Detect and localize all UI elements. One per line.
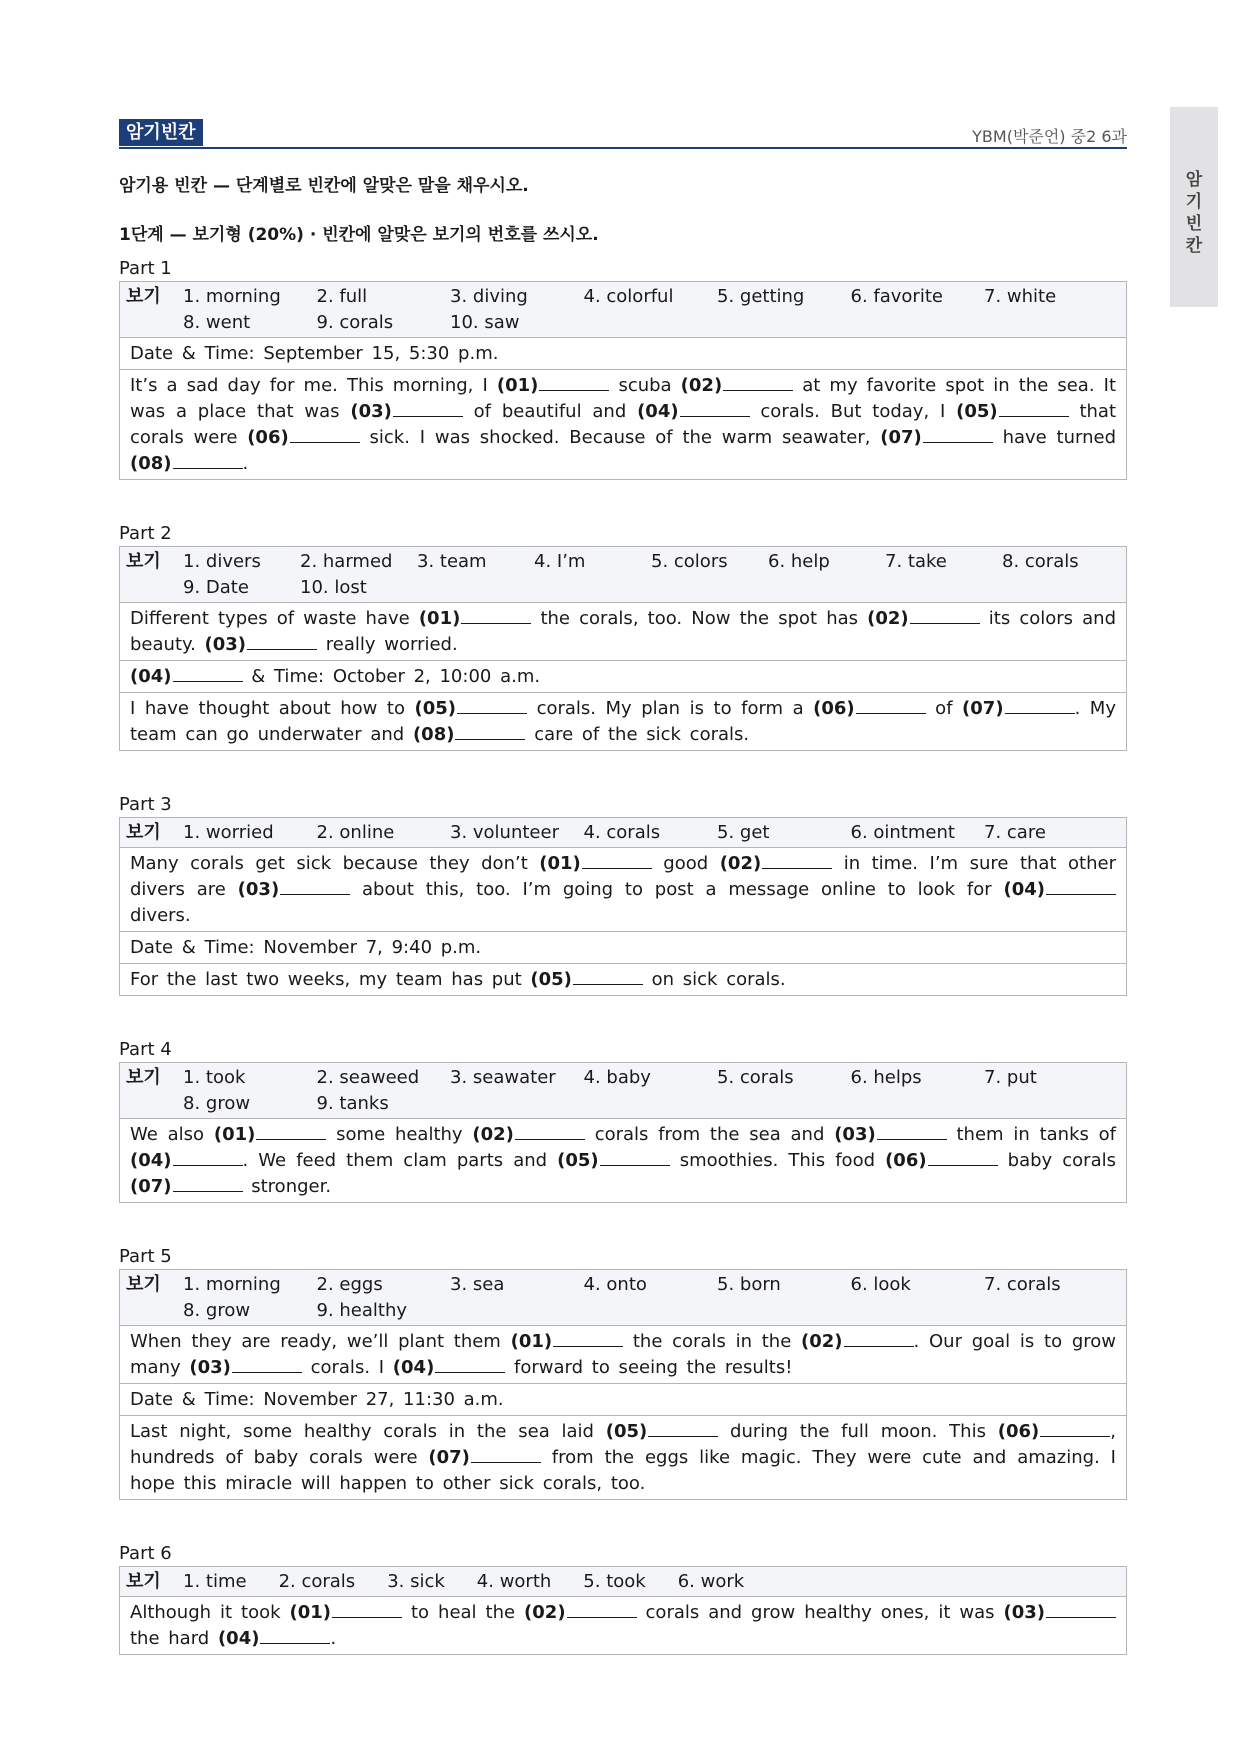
answer-blank[interactable] xyxy=(1003,879,1116,900)
answer-blank[interactable] xyxy=(956,401,1069,422)
blank-line xyxy=(1040,1422,1110,1437)
blank-line xyxy=(461,609,531,624)
choice-list xyxy=(183,1065,1120,1117)
choice-item: 4. colorful xyxy=(583,286,674,307)
answer-blank[interactable] xyxy=(214,1124,327,1145)
answer-blank[interactable] xyxy=(413,724,526,745)
date-line: Date & Time: November 27, 11:30 a.m. xyxy=(120,1383,1126,1415)
blank-number: (01) xyxy=(213,1124,256,1145)
answer-blank[interactable] xyxy=(419,608,532,629)
answer-blank[interactable] xyxy=(497,375,610,396)
blank-line xyxy=(290,428,360,443)
blank-number: (05) xyxy=(956,401,998,422)
choice-item: 9. corals xyxy=(316,312,394,333)
answer-blank[interactable] xyxy=(238,879,351,900)
blank-line xyxy=(260,1629,330,1644)
answer-blank[interactable] xyxy=(998,1421,1111,1442)
side-tab-char: 빈 xyxy=(1185,214,1203,234)
blank-line xyxy=(539,376,609,391)
choice-item: 5. get xyxy=(717,822,770,843)
passage-text: Although it took (01) to heal the (02) corals and grow healthy ones, it was (03) the hard (04) . xyxy=(120,1596,1126,1654)
choice-item: 7. corals xyxy=(984,1274,1061,1295)
blank-number: (04) xyxy=(130,666,172,687)
choice-item: 3. volunteer xyxy=(450,822,559,843)
blank-number: (02) xyxy=(719,853,762,874)
answer-blank[interactable] xyxy=(415,698,528,719)
blank-line xyxy=(173,454,243,469)
passage-text: Last night, some healthy corals in the sea laid (05) during the full moon. This (06) , hundreds of baby corals were (07) from the eggs like magic. They were cute and amazing. I hope this miracle will happen to other sick corals, too. xyxy=(120,1415,1126,1499)
part-4-table xyxy=(119,1062,1127,1203)
choice-item: 6. favorite xyxy=(850,286,943,307)
answer-blank[interactable] xyxy=(539,853,652,874)
side-tab-char: 기 xyxy=(1185,192,1203,212)
part-3-table xyxy=(119,817,1127,996)
choice-item: 5. corals xyxy=(717,1067,794,1088)
answer-blank[interactable] xyxy=(530,969,643,990)
blank-line xyxy=(173,1151,243,1166)
choice-item: 7. take xyxy=(885,551,947,572)
answer-blank[interactable] xyxy=(962,698,1075,719)
blank-line xyxy=(457,699,527,714)
choice-box xyxy=(120,282,1126,337)
blank-number: (03) xyxy=(350,401,392,422)
choice-item: 3. team xyxy=(417,551,487,572)
blank-line xyxy=(567,1603,637,1618)
choice-list xyxy=(183,1272,1120,1324)
choice-item: 8. corals xyxy=(1002,551,1079,572)
blank-line xyxy=(680,402,750,417)
page-header xyxy=(119,117,1127,149)
blank-number: (08) xyxy=(412,724,455,745)
passage-text: Many corals get sick because they don’t (01) good (02) in time. I’m sure that other divers are (03) about this, too. I’m going to post a message online to look for (04) divers. xyxy=(120,847,1126,931)
blank-number: (06) xyxy=(247,427,289,448)
date-line: (04) & Time: October 2, 10:00 a.m. xyxy=(120,660,1126,692)
choice-item: 1. morning xyxy=(183,286,281,307)
answer-blank[interactable] xyxy=(130,453,243,474)
answer-blank[interactable] xyxy=(834,1124,947,1145)
blank-number: (08) xyxy=(130,453,172,474)
blank-line xyxy=(471,1448,541,1463)
answer-blank[interactable] xyxy=(557,1150,670,1171)
blank-line xyxy=(553,1332,623,1347)
blank-line xyxy=(173,1177,243,1192)
choice-item: 3. sick xyxy=(387,1571,445,1592)
choice-label: 보기 xyxy=(126,551,161,572)
answer-blank[interactable] xyxy=(606,1421,719,1442)
answer-blank[interactable] xyxy=(428,1447,541,1468)
passage-text: It’s a sad day for me. This morning, I (01) scuba (02) at my favorite spot in the sea. It was a place that was (03) of beautiful and (04) corals. But today, I (05) that corals were (06) sick. I was shocked. Because of the warm seawater, (07) have turned (08) . xyxy=(120,369,1126,479)
blank-line xyxy=(910,609,980,624)
choice-label: 보기 xyxy=(126,1571,161,1592)
answer-blank[interactable] xyxy=(247,427,360,448)
blank-number: (03) xyxy=(237,879,280,900)
blank-line xyxy=(844,1332,914,1347)
blank-line xyxy=(332,1603,402,1618)
blank-line xyxy=(256,1125,326,1140)
blank-number: (03) xyxy=(189,1357,231,1378)
choice-item: 2. seaweed xyxy=(316,1067,420,1088)
choice-item: 1. worried xyxy=(183,822,274,843)
side-tab-char: 칸 xyxy=(1185,236,1203,256)
choice-item: 9. healthy xyxy=(316,1300,408,1321)
answer-blank[interactable] xyxy=(472,1124,585,1145)
choice-item: 1. morning xyxy=(183,1274,281,1295)
blank-line xyxy=(1046,1603,1116,1618)
choice-label: 보기 xyxy=(126,822,161,843)
step-instruction: 1단계 — 보기형 (20%) · 빈칸에 알맞은 보기의 번호를 쓰시오. xyxy=(119,225,599,245)
part-2-table xyxy=(119,546,1127,751)
blank-number: (04) xyxy=(392,1357,435,1378)
choice-item: 4. corals xyxy=(583,822,661,843)
choice-item: 1. time xyxy=(183,1571,247,1592)
blank-number: (01) xyxy=(539,853,581,874)
answer-blank[interactable] xyxy=(130,1150,243,1171)
blank-number: (01) xyxy=(510,1331,553,1352)
blank-number: (05) xyxy=(605,1421,648,1442)
choice-item: 2. eggs xyxy=(316,1274,383,1295)
date-line: Date & Time: September 15, 5:30 p.m. xyxy=(120,337,1126,369)
blank-number: (04) xyxy=(637,401,679,422)
answer-blank[interactable] xyxy=(1004,1602,1117,1623)
choice-label: 보기 xyxy=(126,286,161,307)
worksheet-page xyxy=(119,117,1127,1655)
blank-number: (07) xyxy=(428,1447,470,1468)
blank-line xyxy=(723,376,793,391)
answer-blank[interactable] xyxy=(130,1176,243,1197)
choice-item: 10. saw xyxy=(450,312,520,333)
blank-number: (02) xyxy=(801,1331,843,1352)
blank-line xyxy=(923,428,993,443)
choice-item: 5. getting xyxy=(717,286,805,307)
blank-line xyxy=(928,1151,998,1166)
choice-item: 4. onto xyxy=(583,1274,647,1295)
choice-item: 3. diving xyxy=(450,286,528,307)
blank-line xyxy=(435,1358,505,1373)
choice-box xyxy=(120,818,1126,847)
choice-list xyxy=(183,820,1120,846)
main-instruction: 암기용 빈칸 — 단계별로 빈칸에 알맞은 말을 채우시오. xyxy=(119,176,529,196)
blank-number: (06) xyxy=(813,698,855,719)
answer-blank[interactable] xyxy=(880,427,993,448)
answer-blank[interactable] xyxy=(524,1602,637,1623)
blank-number: (07) xyxy=(880,427,922,448)
answer-blank[interactable] xyxy=(867,608,980,629)
answer-blank[interactable] xyxy=(350,401,463,422)
blank-number: (02) xyxy=(472,1124,514,1145)
choice-item: 2. online xyxy=(316,822,395,843)
choice-item: 1. divers xyxy=(183,551,261,572)
choice-box xyxy=(120,1063,1126,1118)
choice-item: 6. help xyxy=(768,551,830,572)
choice-item: 6. ointment xyxy=(850,822,955,843)
choice-item: 8. grow xyxy=(183,1093,251,1114)
blank-number: (05) xyxy=(557,1150,599,1171)
blank-line xyxy=(573,970,643,985)
answer-blank[interactable] xyxy=(801,1331,914,1352)
blank-number: (04) xyxy=(217,1628,260,1649)
choice-item: 5. took xyxy=(583,1571,646,1592)
blank-number: (03) xyxy=(1003,1602,1046,1623)
choice-item: 7. put xyxy=(984,1067,1037,1088)
section-tag: 암기빈칸 xyxy=(119,119,203,146)
choice-item: 6. look xyxy=(850,1274,911,1295)
blank-number: (05) xyxy=(530,969,572,990)
blank-line xyxy=(1046,880,1116,895)
blank-number: (01) xyxy=(289,1602,332,1623)
choice-item: 8. grow xyxy=(183,1300,251,1321)
date-line: Date & Time: November 7, 9:40 p.m. xyxy=(120,931,1126,963)
choice-item: 3. seawater xyxy=(450,1067,556,1088)
answer-blank[interactable] xyxy=(720,853,833,874)
choice-label: 보기 xyxy=(126,1274,161,1295)
choice-item: 5. born xyxy=(717,1274,781,1295)
passage-text: For the last two weeks, my team has put (05) on sick corals. xyxy=(120,963,1126,995)
answer-blank[interactable] xyxy=(205,634,318,655)
answer-blank[interactable] xyxy=(189,1357,302,1378)
blank-line xyxy=(173,667,243,682)
blank-line xyxy=(600,1151,670,1166)
part-1-table xyxy=(119,281,1127,480)
choice-item: 2. corals xyxy=(278,1571,356,1592)
blank-number: (02) xyxy=(680,375,723,396)
passage-text: We also (01) some healthy (02) corals from the sea and (03) them in tanks of (04) . We feed them clam parts and (05) smoothies. This food (06) baby corals (07) stronger. xyxy=(120,1118,1126,1202)
choice-item: 9. tanks xyxy=(316,1093,389,1114)
choice-item: 10. lost xyxy=(300,577,367,598)
blank-number: (03) xyxy=(204,634,247,655)
blank-number: (02) xyxy=(867,608,909,629)
blank-number: (07) xyxy=(962,698,1004,719)
blank-line xyxy=(648,1422,718,1437)
choice-item: 6. work xyxy=(677,1571,745,1592)
choice-list xyxy=(183,1569,1120,1595)
blank-number: (02) xyxy=(524,1602,566,1623)
choice-list xyxy=(183,549,1120,601)
part-6-table xyxy=(119,1566,1127,1655)
answer-blank[interactable] xyxy=(813,698,926,719)
choice-item: 2. harmed xyxy=(300,551,393,572)
choice-box xyxy=(120,1567,1126,1596)
choice-item: 8. went xyxy=(183,312,251,333)
answer-blank[interactable] xyxy=(290,1602,403,1623)
passage-text: I have thought about how to (05) corals. My plan is to form a (06) of (07) . My team can go underwater and (08) care of the sick corals. xyxy=(120,692,1126,750)
blank-number: (01) xyxy=(418,608,461,629)
answer-blank[interactable] xyxy=(637,401,750,422)
side-index-tab xyxy=(1170,107,1218,307)
choice-item: 6. helps xyxy=(850,1067,922,1088)
choice-item: 2. full xyxy=(316,286,368,307)
choice-item: 4. I’m xyxy=(534,551,586,572)
choice-item: 1. took xyxy=(183,1067,246,1088)
answer-blank[interactable] xyxy=(885,1150,998,1171)
side-tab-char: 암 xyxy=(1185,170,1203,190)
blank-line xyxy=(515,1125,585,1140)
passage-text: Different types of waste have (01) the corals, too. Now the spot has (02) its colors and beauty. (03) really worried. xyxy=(120,602,1126,660)
blank-line xyxy=(877,1125,947,1140)
choice-item: 4. worth xyxy=(476,1571,552,1592)
choice-list xyxy=(183,284,1120,336)
choice-item: 9. Date xyxy=(183,577,249,598)
choice-box xyxy=(120,547,1126,602)
blank-line xyxy=(762,854,832,869)
blank-line xyxy=(999,402,1069,417)
answer-blank[interactable] xyxy=(393,1357,506,1378)
part-title: Part 5 xyxy=(119,1246,172,1267)
choice-item: 7. white xyxy=(984,286,1057,307)
answer-blank[interactable] xyxy=(681,375,794,396)
choice-item: 4. baby xyxy=(583,1067,651,1088)
blank-number: (05) xyxy=(414,698,457,719)
side-tab-label xyxy=(1170,169,1218,257)
blank-line xyxy=(455,725,525,740)
blank-line xyxy=(582,854,652,869)
choice-label: 보기 xyxy=(126,1067,161,1088)
answer-blank[interactable] xyxy=(218,1628,331,1649)
choice-box xyxy=(120,1270,1126,1325)
blank-number: (06) xyxy=(885,1150,927,1171)
choice-item: 3. sea xyxy=(450,1274,505,1295)
part-title: Part 3 xyxy=(119,794,172,815)
passage-text: When they are ready, we’ll plant them (01) the corals in the (02) . Our goal is to grow many (03) corals. I (04) forward to seeing the results! xyxy=(120,1325,1126,1383)
answer-blank[interactable] xyxy=(511,1331,624,1352)
blank-line xyxy=(1005,699,1075,714)
blank-line xyxy=(280,880,350,895)
blank-number: (01) xyxy=(496,375,539,396)
choice-item: 7. care xyxy=(984,822,1046,843)
blank-line xyxy=(247,635,317,650)
blank-number: (07) xyxy=(130,1176,172,1197)
blank-line xyxy=(856,699,926,714)
part-title: Part 6 xyxy=(119,1543,172,1564)
part-title: Part 4 xyxy=(119,1039,172,1060)
blank-number: (04) xyxy=(130,1150,172,1171)
course-label: YBM(박준언) 중2 6과 xyxy=(972,127,1127,146)
part-5-table xyxy=(119,1269,1127,1500)
answer-blank[interactable] xyxy=(130,666,243,687)
choice-item: 5. colors xyxy=(651,551,728,572)
blank-number: (06) xyxy=(997,1421,1040,1442)
blank-number: (03) xyxy=(834,1124,876,1145)
blank-number: (04) xyxy=(1003,879,1045,900)
part-title: Part 2 xyxy=(119,523,172,544)
blank-line xyxy=(393,402,463,417)
part-title: Part 1 xyxy=(119,258,172,279)
blank-line xyxy=(232,1358,302,1373)
